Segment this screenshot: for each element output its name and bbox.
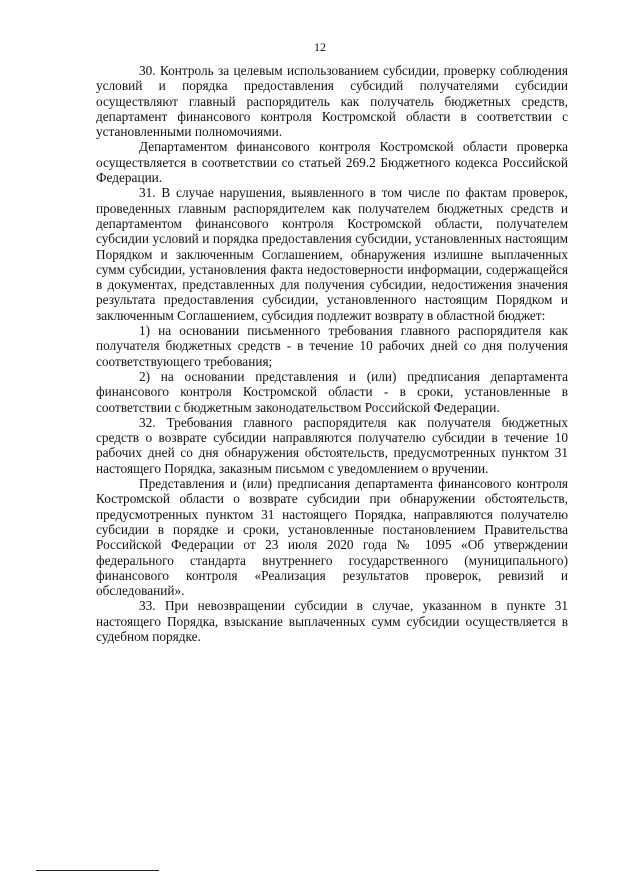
footnote-divider [36, 870, 159, 871]
paragraph-31-item-1: 1) на основании письменного требования главного распорядителя как получателя бюджетных средств - в течение 10 рабочих дней со дня получения соответствующего требования; [96, 323, 568, 369]
document-body [96, 63, 568, 644]
paragraph-32-orders: Представления и (или) предписания департамента финансового контроля Костромской области о возврате субсидии при обнаружении обстоятельств, предусмотренных пунктом 31 настоящего Порядка, направляются получателю субсидии в порядке и сроки, установленные постановлением Правительства Российской Федерации от 23 июля 2020 года № 1095 «Об утверждении федерального стандарта внутреннего государственного (муниципального) финансового контроля «Реализация результатов проверок, ревизий и обследований». [96, 476, 568, 599]
paragraph-32: 32. Требования главного распорядителя как получателя бюджетных средств о возврате субсидии направляются получателю субсидии в течение 10 рабочих дней со дня обнаружения обстоятельств, предусмотренных пунктом 31 настоящего Порядка, заказным письмом с уведомлением о вручении. [96, 414, 568, 476]
paragraph-33: 33. При невозвращении субсидии в случае, указанном в пункте 31 настоящего Порядка, взыскание выплаченных сумм субсидии осуществляется в судебном порядке. [96, 598, 568, 644]
page-number: 12 [314, 40, 326, 54]
paragraph-30: 30. Контроль за целевым использованием субсидии, проверку соблюдения условий и порядка предоставления субсидий получателями субсидии осуществляют главный распорядитель как получатель бюджетных средств, департамент финансового контроля Костромской области в соответствии с установленными полномочиями. [96, 63, 568, 140]
paragraph-31-item-2: 2) на основании представления и (или) предписания департамента финансового контроля Костромской области - в сроки, установленные в соответствии с бюджетным законодательством Российской Федерации. [96, 368, 568, 415]
paragraph-31: 31. В случае нарушения, выявленного в том числе по фактам проверок, проведенных главным распорядителем как получателем бюджетных средств и департаментом финансового контроля Костромской области, получателем субсидии условий и порядка предоставления субсидии, установленных настоящим Порядком и заключенным Соглашением, обнаружения излишне выплаченных сумм субсидии, установления факта недостоверности информации, содержащейся в документах, представленных для получения субсидии, недостижения значения результата предоставления субсидии, установленного настоящим Порядком и заключенным Соглашением, субсидия подлежит возврату в областной бюджет: [96, 185, 568, 323]
paragraph-30-audit: Департаментом финансового контроля Костромской области проверка осуществляется в соответствии со статьей 269.2 Бюджетного кодекса Российской Федерации. [96, 139, 568, 186]
